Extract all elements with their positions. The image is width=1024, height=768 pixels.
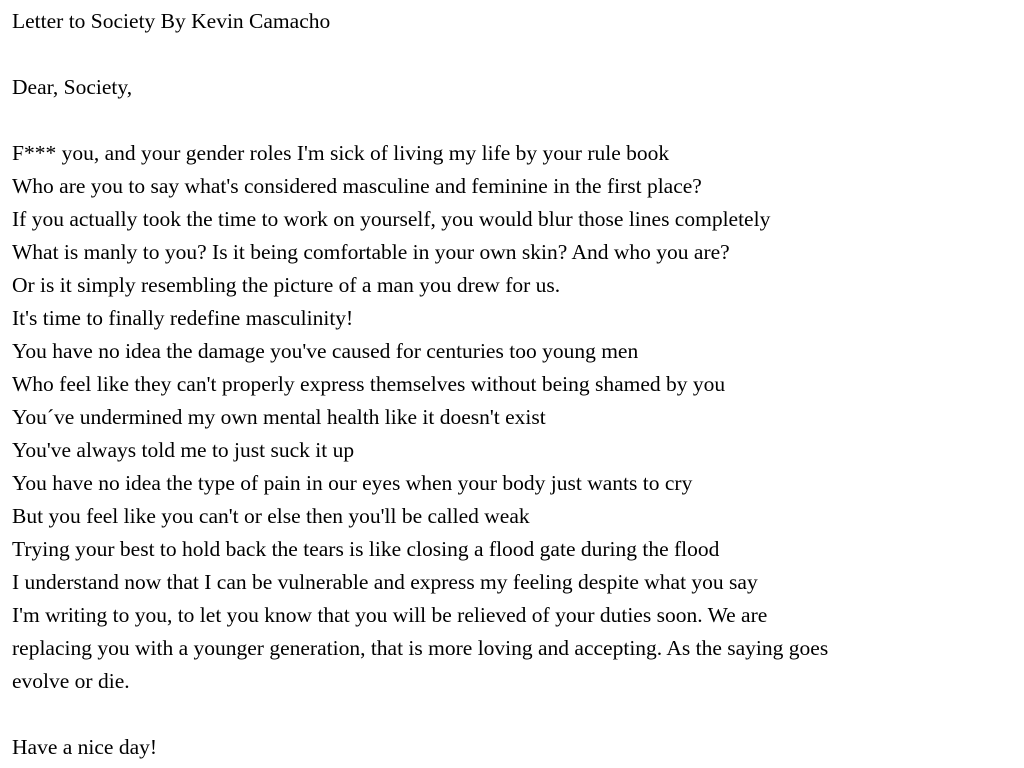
letter-line: Or is it simply resembling the picture of a man you drew for us. — [12, 273, 561, 297]
letter-title: Letter to Society By Kevin Camacho — [12, 9, 331, 33]
document-body — [12, 5, 1012, 764]
letter-line: You have no idea the type of pain in our eyes when your body just wants to cry — [12, 471, 693, 495]
letter-line: evolve or die. — [12, 669, 130, 693]
spacer — [12, 38, 1012, 71]
letter-line: But you feel like you can't or else then you'll be called weak — [12, 504, 530, 528]
letter-line: You´ve undermined my own mental health like it doesn't exist — [12, 405, 546, 429]
letter-line: Who feel like they can't properly express themselves without being shamed by you — [12, 372, 726, 396]
letter-line: Trying your best to hold back the tears is like closing a flood gate during the flood — [12, 537, 720, 561]
salutation: Dear, Society, — [12, 75, 133, 99]
letter-line: replacing you with a younger generation, that is more loving and accepting. As the saying goes — [12, 636, 829, 660]
letter-line: If you actually took the time to work on yourself, you would blur those lines completely — [12, 207, 771, 231]
letter-line: You've always told me to just suck it up — [12, 438, 355, 462]
closing: Have a nice day! — [12, 735, 158, 759]
letter-line: What is manly to you? Is it being comfortable in your own skin? And who you are? — [12, 240, 730, 264]
letter-line: F*** you, and your gender roles I'm sick of living my life by your rule book — [12, 141, 670, 165]
letter-line: You have no idea the damage you've caused for centuries too young men — [12, 339, 639, 363]
spacer — [12, 698, 1012, 731]
letter-line: Who are you to say what's considered masculine and feminine in the first place? — [12, 174, 702, 198]
letter-line: I'm writing to you, to let you know that you will be relieved of your duties soon. We are — [12, 603, 768, 627]
letter-line: It's time to finally redefine masculinity! — [12, 306, 354, 330]
letter-line: I understand now that I can be vulnerable and express my feeling despite what you say — [12, 570, 758, 594]
spacer — [12, 104, 1012, 137]
